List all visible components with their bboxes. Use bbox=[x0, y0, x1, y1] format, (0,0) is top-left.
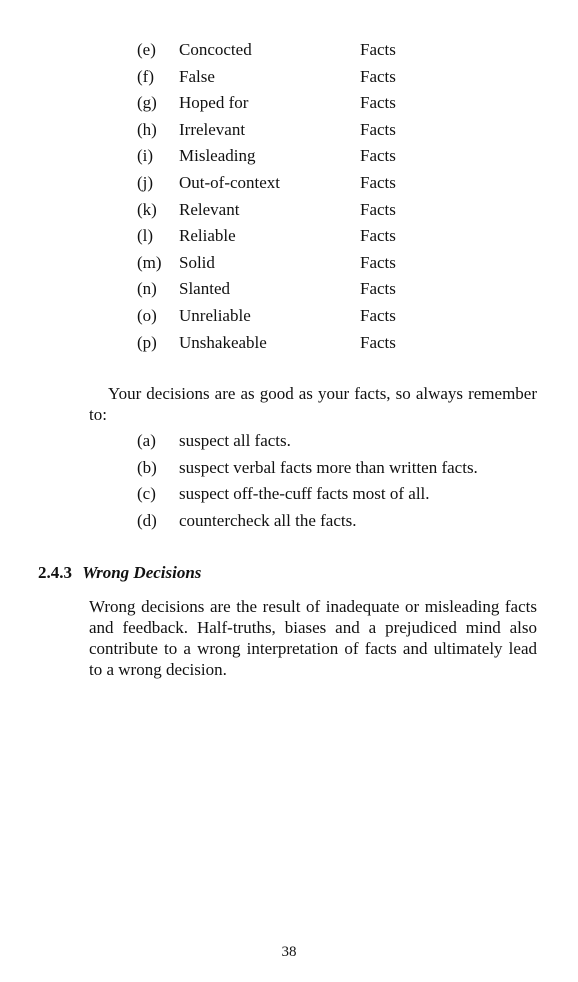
list-item-facts: Facts bbox=[360, 66, 396, 86]
list-item-text: countercheck all the facts. bbox=[179, 510, 357, 530]
list-item-letter: (g) bbox=[137, 93, 157, 113]
list-item-term: Slanted bbox=[179, 279, 230, 299]
list-item-term: Relevant bbox=[179, 199, 240, 219]
list-item-letter: (k) bbox=[137, 199, 157, 219]
facts-list bbox=[137, 39, 437, 358]
list-item-letter: (m) bbox=[137, 252, 162, 272]
list-item-letter: (e) bbox=[137, 40, 156, 59]
list-item bbox=[137, 119, 437, 146]
list-item-letter: (d) bbox=[137, 510, 157, 530]
list-item bbox=[137, 483, 547, 510]
list-item bbox=[137, 145, 437, 172]
list-item-term: Hoped for bbox=[179, 93, 249, 113]
list-item-letter: (a) bbox=[137, 431, 156, 450]
list-item bbox=[137, 172, 437, 199]
list-item-text: suspect verbal facts more than written facts. bbox=[179, 457, 478, 477]
list-item bbox=[137, 510, 547, 537]
list-item-term: Unshakeable bbox=[179, 332, 267, 352]
list-item-facts: Facts bbox=[360, 146, 396, 166]
list-item-facts: Facts bbox=[360, 119, 396, 139]
list-item-term: Out-of-context bbox=[179, 172, 281, 192]
list-item bbox=[137, 199, 437, 226]
list-item bbox=[137, 332, 437, 359]
list-item-letter: (c) bbox=[137, 484, 156, 504]
list-item-term: False bbox=[179, 66, 215, 86]
list-item bbox=[137, 66, 437, 93]
reminder-list bbox=[137, 430, 547, 536]
list-item-text: suspect all facts. bbox=[179, 431, 291, 450]
list-item-term: Irrelevant bbox=[179, 119, 246, 139]
intro-paragraph: Your decisions are as good as your facts, so always remember to: bbox=[89, 384, 537, 424]
list-item-facts: Facts bbox=[360, 279, 396, 299]
section-title: Wrong Decisions bbox=[82, 563, 202, 582]
list-item bbox=[137, 305, 437, 332]
list-item-letter: (j) bbox=[137, 172, 154, 192]
list-item-letter: (b) bbox=[137, 457, 157, 477]
list-item-letter: (o) bbox=[137, 305, 157, 325]
list-item-term: Concocted bbox=[179, 40, 252, 59]
list-item-facts: Facts bbox=[360, 172, 396, 192]
list-item bbox=[137, 92, 437, 119]
list-item-facts: Facts bbox=[360, 199, 396, 219]
section-number: 2.4.3 bbox=[38, 563, 72, 582]
list-item-text: suspect off-the-cuff facts most of all. bbox=[179, 484, 430, 504]
list-item-term: Unreliable bbox=[179, 305, 251, 325]
list-item bbox=[137, 39, 437, 66]
list-item bbox=[137, 252, 437, 279]
list-item-facts: Facts bbox=[360, 226, 396, 246]
list-item bbox=[137, 278, 437, 305]
section-heading bbox=[38, 562, 201, 584]
list-item-facts: Facts bbox=[360, 332, 396, 352]
body-paragraph: Wrong decisions are the result of inadequate or misleading facts and feedback. Half-truths, biases and a prejudiced mind also contribute to a wrong interpretation of facts and ultimately lead to a wrong decision. bbox=[89, 597, 537, 679]
list-item-letter: (p) bbox=[137, 332, 157, 352]
list-item bbox=[137, 225, 437, 252]
page-number: 38 bbox=[281, 944, 297, 960]
list-item-term: Reliable bbox=[179, 226, 236, 246]
list-item-letter: (h) bbox=[137, 119, 157, 139]
list-item bbox=[137, 430, 547, 457]
list-item bbox=[137, 457, 547, 484]
list-item-facts: Facts bbox=[360, 252, 396, 272]
list-item-letter: (f) bbox=[137, 66, 154, 86]
list-item-letter: (i) bbox=[137, 146, 154, 166]
list-item-term: Solid bbox=[179, 252, 215, 272]
list-item-facts: Facts bbox=[360, 305, 396, 325]
list-item-term: Misleading bbox=[179, 146, 256, 166]
list-item-letter: (l) bbox=[137, 226, 154, 246]
list-item-letter: (n) bbox=[137, 279, 157, 299]
list-item-facts: Facts bbox=[360, 40, 396, 59]
list-item-facts: Facts bbox=[360, 93, 396, 113]
